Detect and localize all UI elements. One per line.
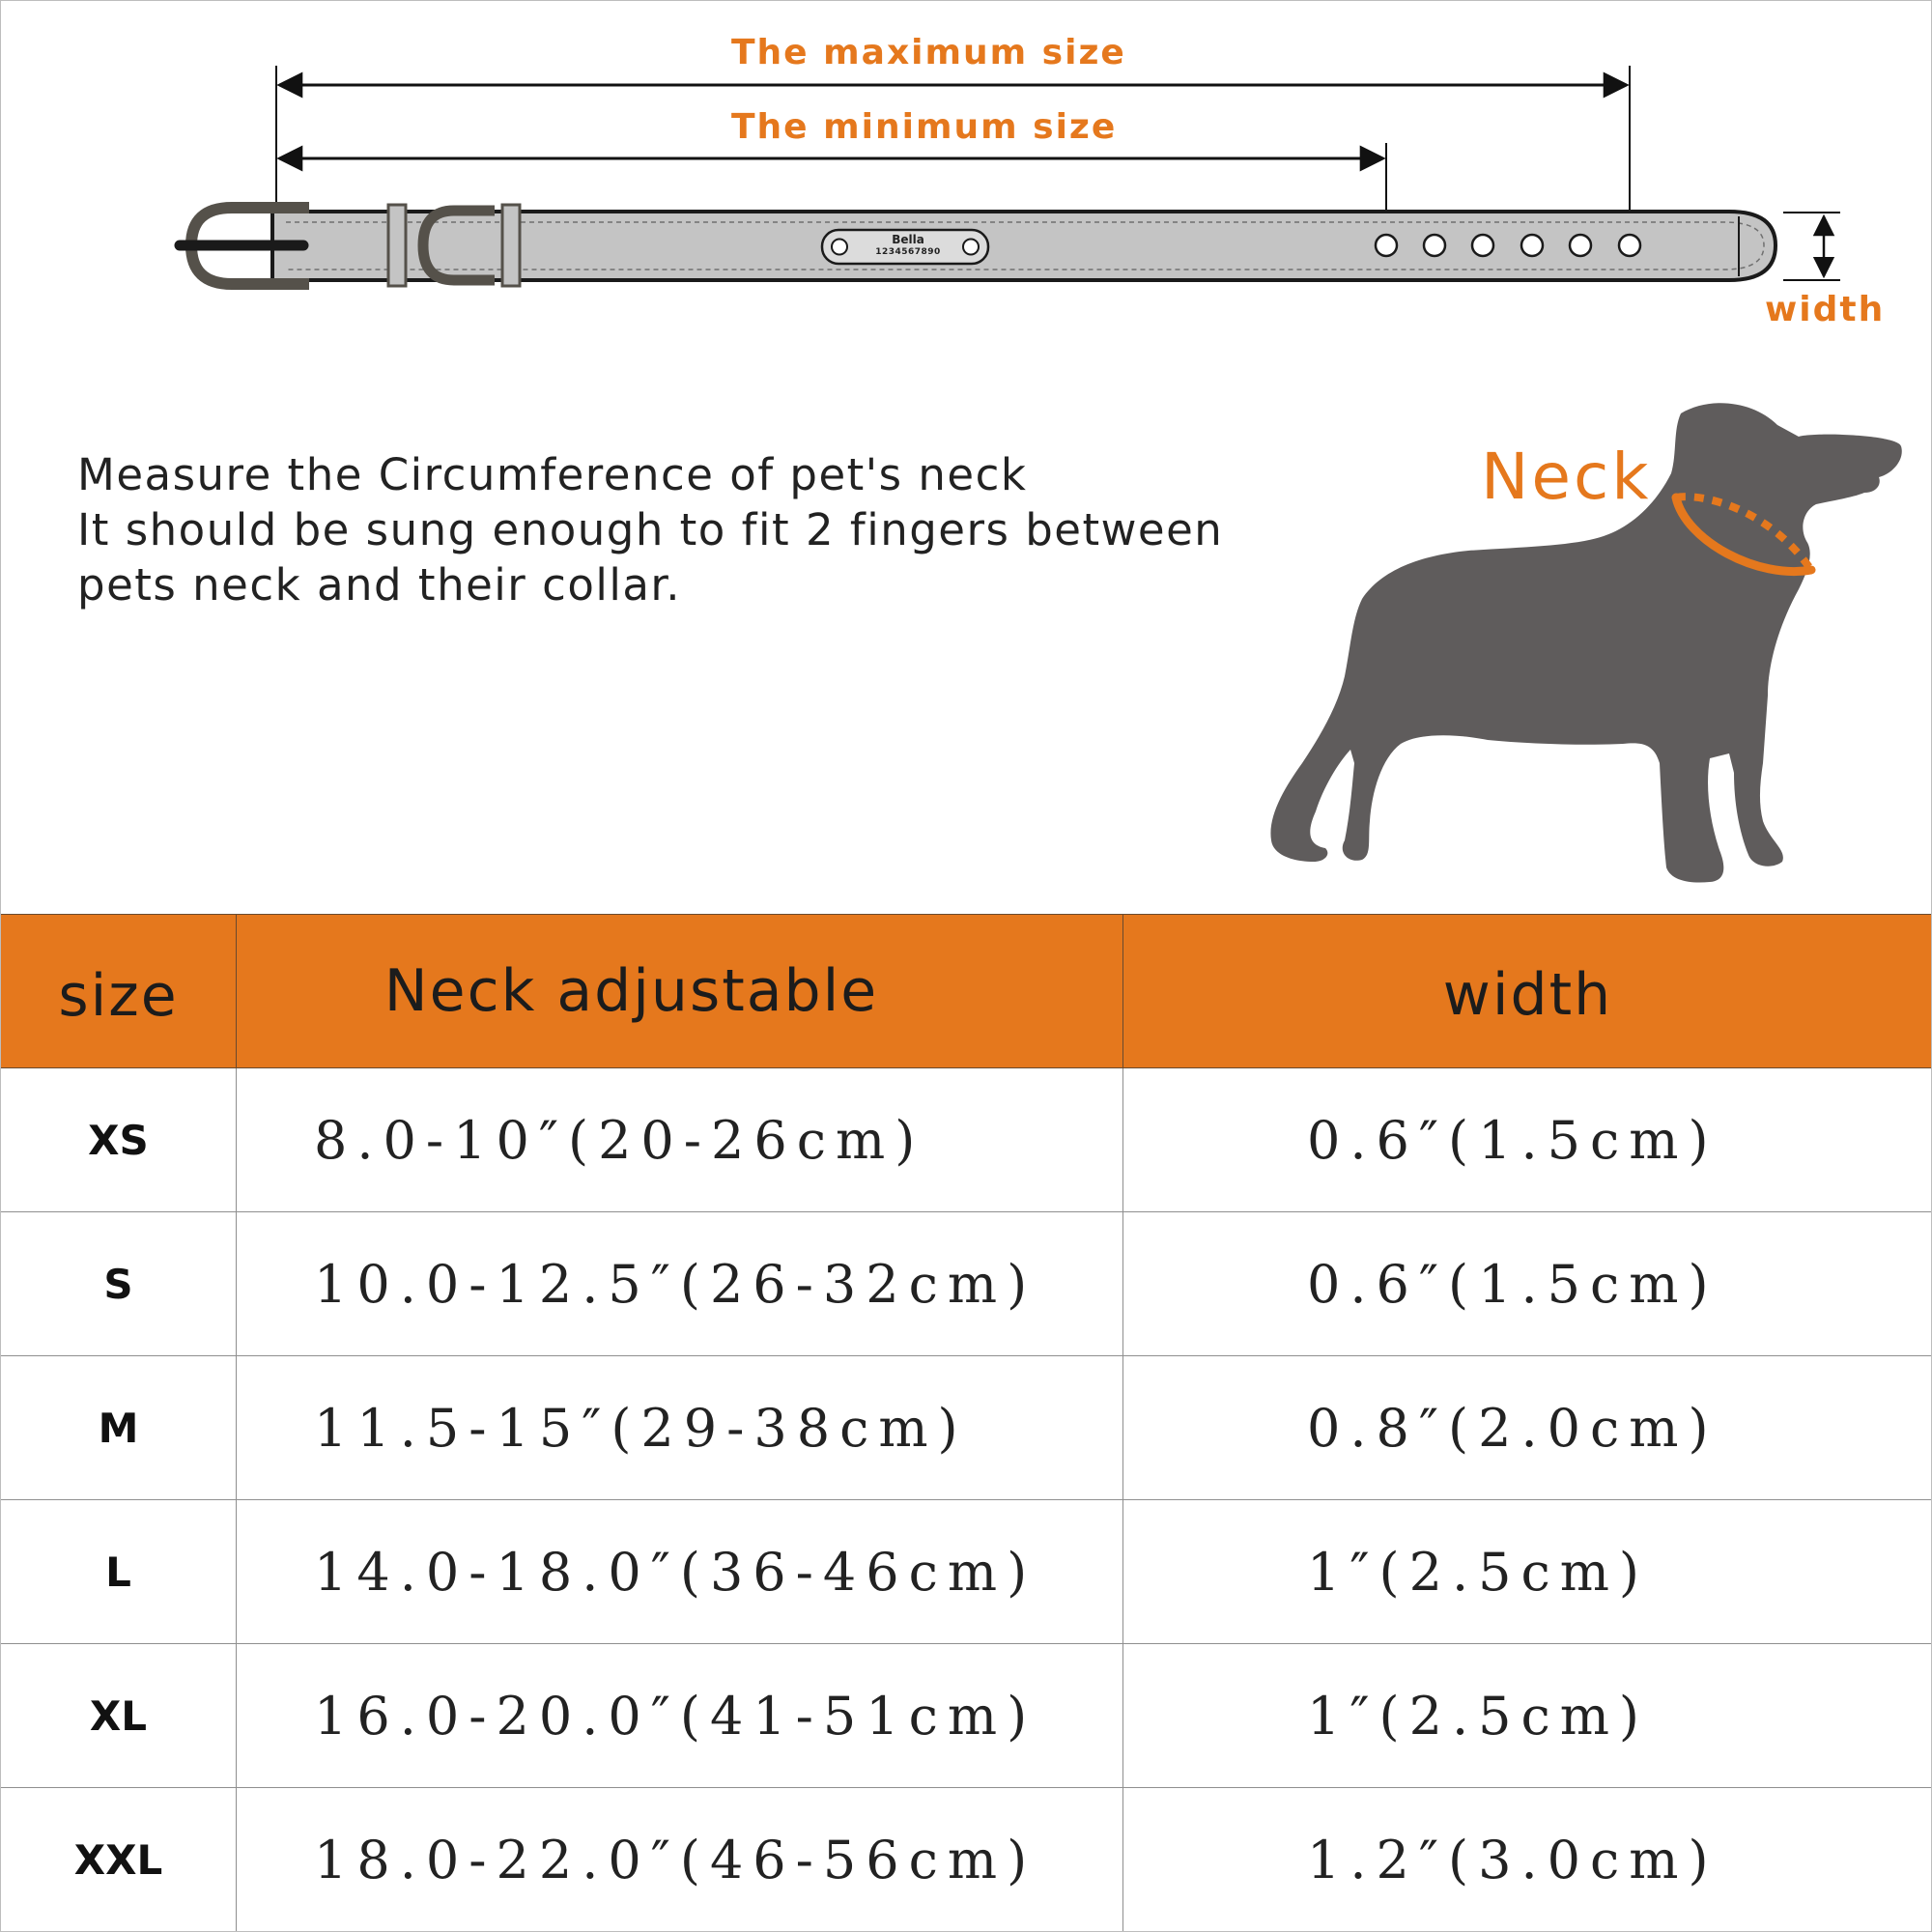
size-cell: XL [1,1644,237,1788]
neck-label: Neck [1481,440,1652,514]
width-cell: 0.6″(1.5cm) [1123,1212,1932,1356]
collar-hole [1376,235,1397,256]
tag-rivet-left [832,240,847,255]
table-row [1,1356,1932,1500]
tag-pet-name: Bella [892,233,924,246]
instruction-line: Measure the Circumference of pet's neck [77,449,1028,500]
min-size-label: The minimum size [731,107,1118,147]
table-row [1,1788,1932,1932]
collar-hole [1619,235,1640,256]
size-cell: XXL [1,1788,237,1932]
size-cell: XS [1,1068,237,1212]
table-header-row [1,915,1932,1068]
keeper-left [388,205,406,286]
collar-hole [1521,235,1543,256]
width-cell: 1.2″(3.0cm) [1123,1788,1932,1932]
collar-hole [1424,235,1445,256]
keeper-right [502,205,520,286]
neck-cell: 10.0-12.5″(26-32cm) [237,1212,1123,1356]
table-row [1,1212,1932,1356]
size-table [0,914,1932,1932]
size-cell: M [1,1356,237,1500]
neck-cell: 11.5-15″(29-38cm) [237,1356,1123,1500]
instruction-line: It should be sung enough to fit 2 fingers between [77,504,1224,555]
max-size-label: The maximum size [731,33,1126,72]
neck-cell: 18.0-22.0″(46-56cm) [237,1788,1123,1932]
width-column-header: width [1123,915,1932,1068]
collar-hole [1472,235,1493,256]
neck-cell: 14.0-18.0″(36-46cm) [237,1500,1123,1644]
neck-cell: 16.0-20.0″(41-51cm) [237,1644,1123,1788]
tag-rivet-right [963,240,979,255]
tag-phone-number: 1234567890 [875,247,941,257]
width-cell: 0.6″(1.5cm) [1123,1068,1932,1212]
collar-hole [1570,235,1591,256]
neck-column-header: Neck adjustable [237,915,1123,1068]
table-row [1,1068,1932,1212]
width-cell: 1″(2.5cm) [1123,1500,1932,1644]
size-cell: S [1,1212,237,1356]
table-row [1,1644,1932,1788]
width-dimension-label: width [1765,290,1886,329]
neck-cell: 8.0-10″(20-26cm) [237,1068,1123,1212]
width-cell: 1″(2.5cm) [1123,1644,1932,1788]
instruction-line: pets neck and their collar. [77,559,682,611]
measuring-instructions [77,447,1352,612]
size-column-header: size [1,915,237,1068]
width-cell: 0.8″(2.0cm) [1123,1356,1932,1500]
table-row [1,1500,1932,1644]
size-cell: L [1,1500,237,1644]
